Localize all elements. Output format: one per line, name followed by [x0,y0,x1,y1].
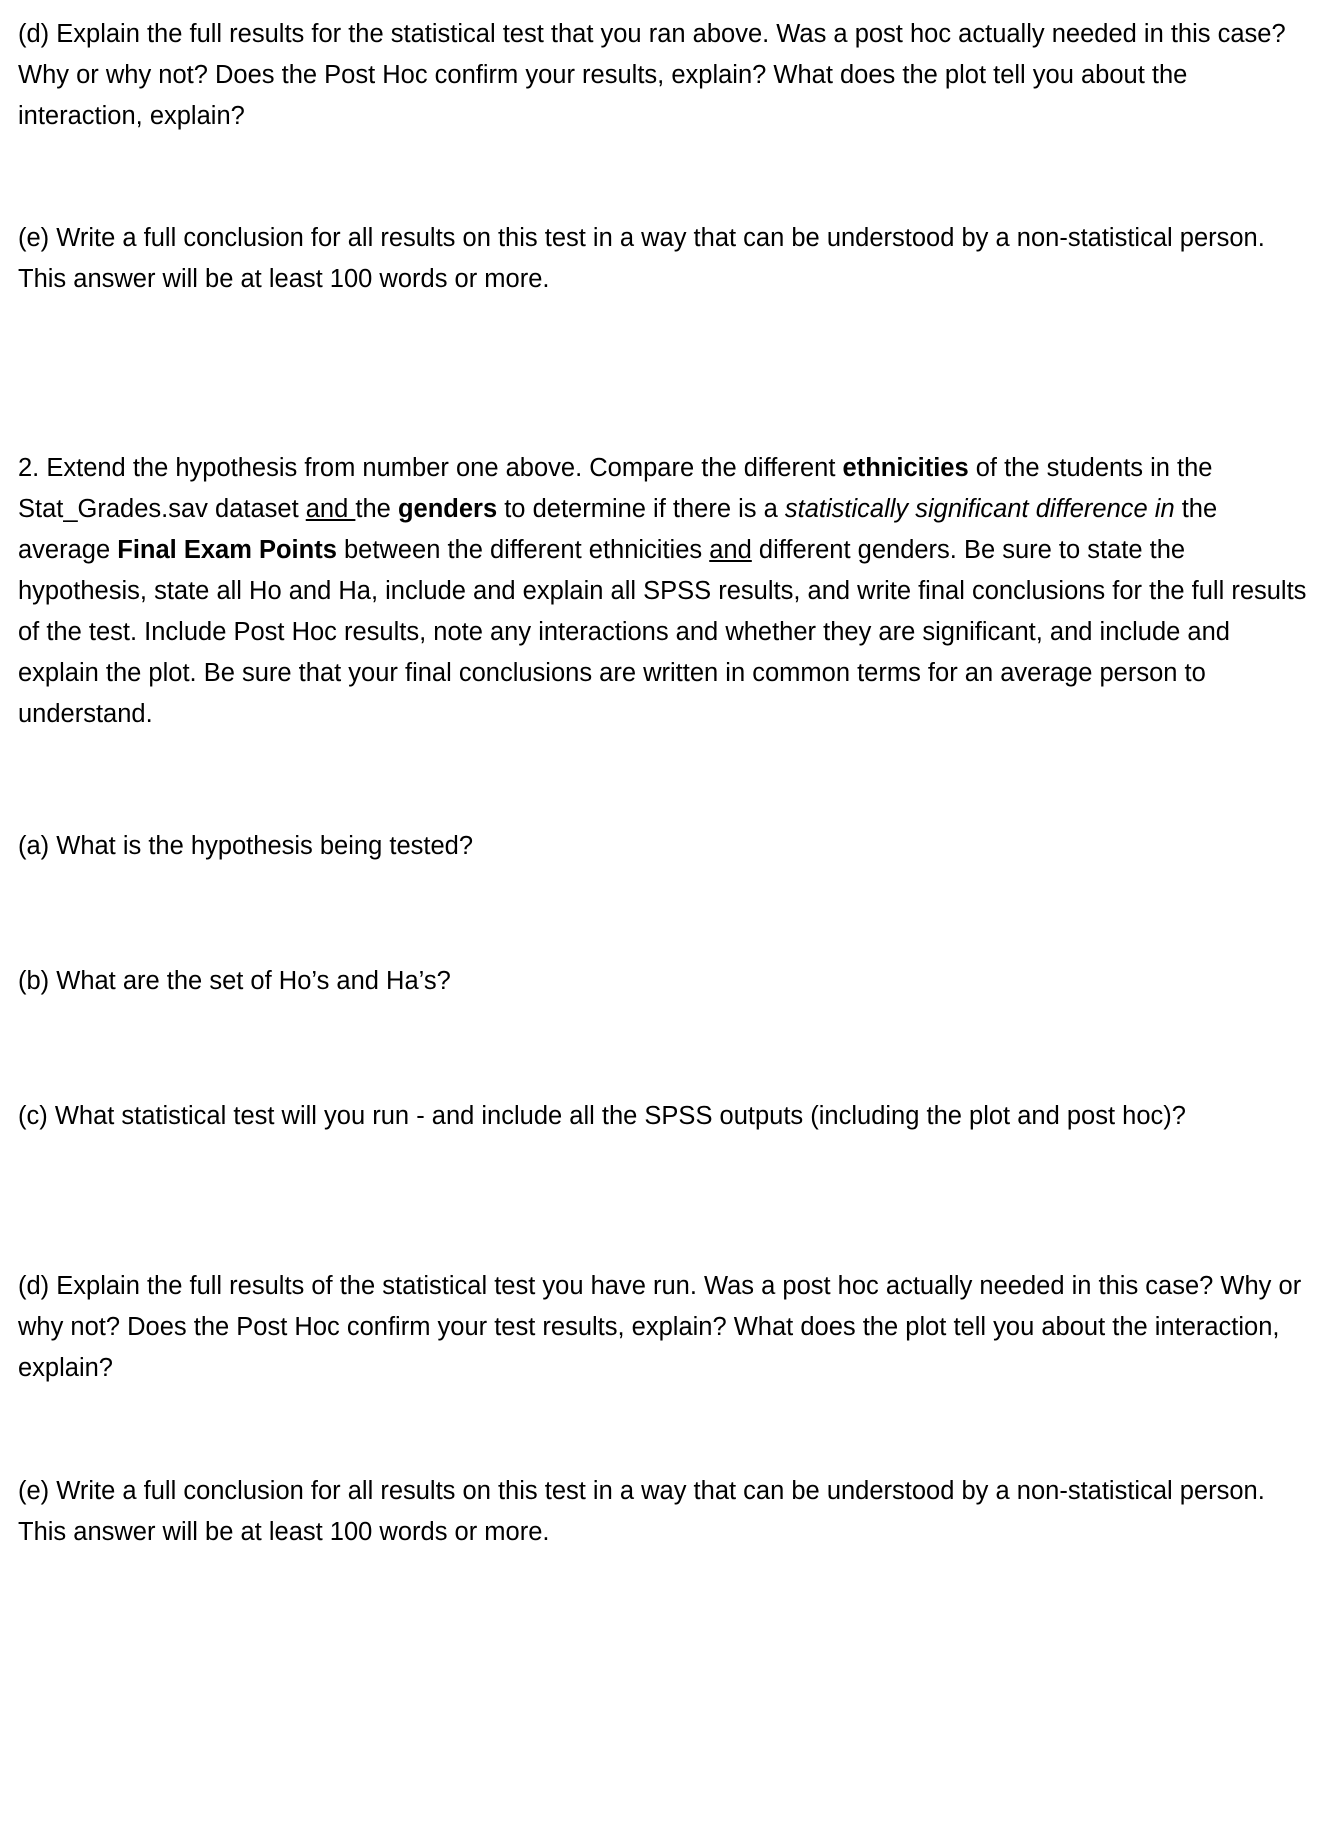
question-2a-text: (a) What is the hypothesis being tested? [18,832,474,860]
q2-text-4: to determine if there is a [497,495,785,523]
q2-text-2: of the students in the Stat_Grades.sav dataset [18,454,1213,523]
question-2e-text: (e) Write a full conclusion for all results on this test in a way that can be understood by a non-statistical person. This answer will be at least 100 words or more. [18,1477,1265,1546]
question-2-prompt [18,448,1308,735]
q2-text-7: different genders. Be sure to state the hypothesis, state all Ho and Ha, include and explain all SPSS results, and write final conclusions for the full results of the test. Include Post Hoc results, note any interactions and whether they are significant, and include and explain the plot. Be sure that your final conclusions are written in common terms for an average person to understand. [18,536,1307,728]
question-2d-text: (d) Explain the full results of the statistical test you have run. Was a post hoc actually needed in this case? Why or why not? Does the Post Hoc confirm your test results, explain? What does the plot tell you about the interaction, explain? [18,1272,1302,1382]
question-1e-text: (e) Write a full conclusion for all results on this test in a way that can be understood by a non-statistical person. This answer will be at least 100 words or more. [18,224,1265,293]
q2-statistically-significant-italic: statistically significant difference in [784,495,1175,523]
q2-final-exam-points-bold: Final Exam Points [117,536,337,564]
question-2b-text: (b) What are the set of Ho’s and Ha’s? [18,967,451,995]
q2-text-3: the [355,495,398,523]
q2-text-6: between the different ethnicities [336,536,710,564]
question-2c-text: (c) What statistical test will you run - and include all the SPSS outputs (including the plot and post hoc)? [18,1102,1186,1130]
q2-and-underlined-2: and [709,536,752,564]
q2-and-underlined-1: and [305,495,356,523]
q2-text-5: the average [18,495,1218,564]
q2-ethnicities-bold: ethnicities [842,454,969,482]
question-1d-text: (d) Explain the full results for the statistical test that you ran above. Was a post hoc actually needed in this case? Why or why not? Does the Post Hoc confirm your results, explain? What does the plot tell you about the interaction, explain? [18,20,1286,130]
q2-text-1: 2. Extend the hypothesis from number one above. Compare the different [18,454,843,482]
q2-genders-bold: genders [397,495,498,523]
